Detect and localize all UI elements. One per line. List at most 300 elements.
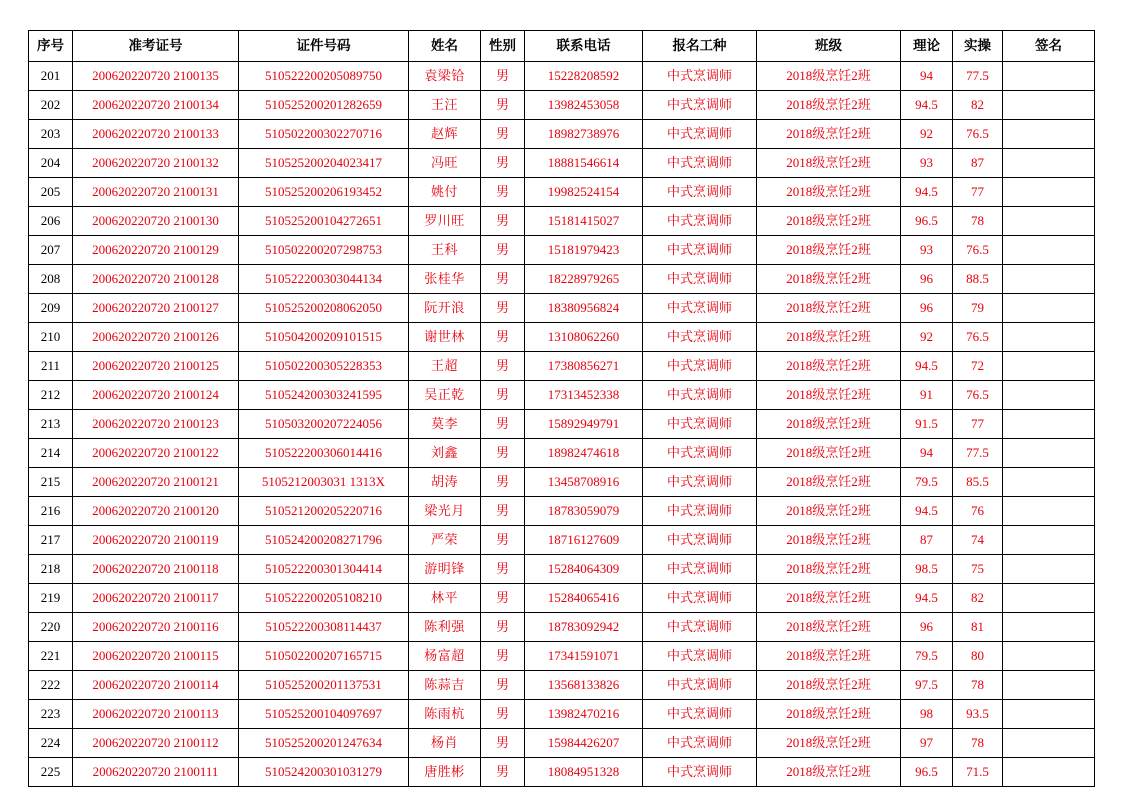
cell-id-number: 510522200301304414: [239, 555, 409, 584]
cell-job-type: 中式烹调师: [643, 62, 757, 91]
cell-gender: 男: [481, 642, 525, 671]
cell-seq: 220: [29, 613, 73, 642]
cell-phone: 13982470216: [525, 700, 643, 729]
cell-name: 莫李: [409, 410, 481, 439]
cell-phone: 17380856271: [525, 352, 643, 381]
cell-practical: 78: [953, 207, 1003, 236]
cell-seq: 210: [29, 323, 73, 352]
column-header-job-type: 报名工种: [643, 31, 757, 62]
cell-practical: 77: [953, 178, 1003, 207]
cell-exam-number: 200620220720 2100118: [73, 555, 239, 584]
cell-job-type: 中式烹调师: [643, 526, 757, 555]
cell-gender: 男: [481, 207, 525, 236]
cell-signature: [1003, 120, 1095, 149]
cell-gender: 男: [481, 613, 525, 642]
cell-exam-number: 200620220720 2100112: [73, 729, 239, 758]
cell-seq: 215: [29, 468, 73, 497]
cell-theory: 96.5: [901, 207, 953, 236]
cell-phone: 13982453058: [525, 91, 643, 120]
candidate-score-table: [28, 30, 1095, 787]
cell-class: 2018级烹饪2班: [757, 410, 901, 439]
cell-signature: [1003, 526, 1095, 555]
cell-signature: [1003, 265, 1095, 294]
cell-exam-number: 200620220720 2100114: [73, 671, 239, 700]
cell-phone: 13108062260: [525, 323, 643, 352]
cell-phone: 18228979265: [525, 265, 643, 294]
cell-theory: 96: [901, 613, 953, 642]
cell-gender: 男: [481, 468, 525, 497]
cell-name: 冯旺: [409, 149, 481, 178]
cell-exam-number: 200620220720 2100131: [73, 178, 239, 207]
cell-job-type: 中式烹调师: [643, 265, 757, 294]
cell-seq: 222: [29, 671, 73, 700]
table-row: [29, 468, 1095, 497]
cell-practical: 81: [953, 613, 1003, 642]
cell-exam-number: 200620220720 2100117: [73, 584, 239, 613]
cell-class: 2018级烹饪2班: [757, 178, 901, 207]
cell-id-number: 510525200204023417: [239, 149, 409, 178]
table-body: [29, 62, 1095, 787]
cell-theory: 79.5: [901, 642, 953, 671]
cell-practical: 71.5: [953, 758, 1003, 787]
cell-theory: 94.5: [901, 352, 953, 381]
cell-gender: 男: [481, 439, 525, 468]
cell-name: 林平: [409, 584, 481, 613]
cell-exam-number: 200620220720 2100128: [73, 265, 239, 294]
cell-name: 杨富超: [409, 642, 481, 671]
cell-signature: [1003, 178, 1095, 207]
cell-phone: 17341591071: [525, 642, 643, 671]
cell-signature: [1003, 468, 1095, 497]
cell-practical: 77.5: [953, 62, 1003, 91]
cell-seq: 219: [29, 584, 73, 613]
column-header-theory: 理论: [901, 31, 953, 62]
cell-exam-number: 200620220720 2100132: [73, 149, 239, 178]
cell-class: 2018级烹饪2班: [757, 613, 901, 642]
cell-name: 王超: [409, 352, 481, 381]
cell-practical: 77.5: [953, 439, 1003, 468]
cell-phone: 18881546614: [525, 149, 643, 178]
cell-phone: 15181415027: [525, 207, 643, 236]
cell-phone: 15284064309: [525, 555, 643, 584]
cell-signature: [1003, 613, 1095, 642]
cell-exam-number: 200620220720 2100111: [73, 758, 239, 787]
cell-practical: 75: [953, 555, 1003, 584]
table-row: [29, 236, 1095, 265]
table-header: [29, 31, 1095, 62]
cell-signature: [1003, 62, 1095, 91]
cell-phone: 18380956824: [525, 294, 643, 323]
cell-job-type: 中式烹调师: [643, 149, 757, 178]
cell-exam-number: 200620220720 2100134: [73, 91, 239, 120]
cell-signature: [1003, 91, 1095, 120]
cell-seq: 209: [29, 294, 73, 323]
cell-name: 姚付: [409, 178, 481, 207]
cell-seq: 221: [29, 642, 73, 671]
cell-practical: 78: [953, 729, 1003, 758]
cell-job-type: 中式烹调师: [643, 294, 757, 323]
cell-gender: 男: [481, 178, 525, 207]
cell-job-type: 中式烹调师: [643, 729, 757, 758]
cell-job-type: 中式烹调师: [643, 120, 757, 149]
cell-job-type: 中式烹调师: [643, 236, 757, 265]
cell-theory: 94.5: [901, 497, 953, 526]
cell-exam-number: 200620220720 2100120: [73, 497, 239, 526]
cell-name: 谢世林: [409, 323, 481, 352]
cell-gender: 男: [481, 236, 525, 265]
cell-seq: 207: [29, 236, 73, 265]
cell-practical: 85.5: [953, 468, 1003, 497]
table-row: [29, 526, 1095, 555]
cell-seq: 202: [29, 91, 73, 120]
cell-practical: 74: [953, 526, 1003, 555]
cell-practical: 78: [953, 671, 1003, 700]
cell-id-number: 510525200201282659: [239, 91, 409, 120]
cell-exam-number: 200620220720 2100115: [73, 642, 239, 671]
cell-theory: 94.5: [901, 584, 953, 613]
cell-id-number: 510524200303241595: [239, 381, 409, 410]
cell-practical: 82: [953, 91, 1003, 120]
cell-practical: 76: [953, 497, 1003, 526]
cell-id-number: 510502200305228353: [239, 352, 409, 381]
cell-job-type: 中式烹调师: [643, 207, 757, 236]
table-row: [29, 265, 1095, 294]
cell-theory: 98.5: [901, 555, 953, 584]
cell-gender: 男: [481, 149, 525, 178]
cell-job-type: 中式烹调师: [643, 178, 757, 207]
cell-class: 2018级烹饪2班: [757, 671, 901, 700]
cell-theory: 93: [901, 149, 953, 178]
cell-name: 罗川旺: [409, 207, 481, 236]
cell-phone: 18084951328: [525, 758, 643, 787]
cell-name: 刘鑫: [409, 439, 481, 468]
cell-signature: [1003, 207, 1095, 236]
column-header-gender: 性别: [481, 31, 525, 62]
cell-class: 2018级烹饪2班: [757, 468, 901, 497]
cell-id-number: 510525200206193452: [239, 178, 409, 207]
cell-theory: 91.5: [901, 410, 953, 439]
table-row: [29, 758, 1095, 787]
cell-job-type: 中式烹调师: [643, 758, 757, 787]
cell-practical: 76.5: [953, 120, 1003, 149]
cell-phone: 18783092942: [525, 613, 643, 642]
table-row: [29, 149, 1095, 178]
cell-name: 赵辉: [409, 120, 481, 149]
table-row: [29, 381, 1095, 410]
cell-id-number: 510525200104097697: [239, 700, 409, 729]
cell-job-type: 中式烹调师: [643, 323, 757, 352]
cell-id-number: 510522200205089750: [239, 62, 409, 91]
cell-signature: [1003, 149, 1095, 178]
cell-signature: [1003, 381, 1095, 410]
table-row: [29, 729, 1095, 758]
cell-job-type: 中式烹调师: [643, 91, 757, 120]
cell-phone: 15892949791: [525, 410, 643, 439]
cell-phone: 15284065416: [525, 584, 643, 613]
table-row: [29, 323, 1095, 352]
column-header-phone: 联系电话: [525, 31, 643, 62]
cell-id-number: 510525200208062050: [239, 294, 409, 323]
cell-seq: 218: [29, 555, 73, 584]
table-row: [29, 555, 1095, 584]
cell-theory: 94.5: [901, 91, 953, 120]
cell-id-number: 510524200208271796: [239, 526, 409, 555]
cell-name: 唐胜彬: [409, 758, 481, 787]
cell-phone: 19982524154: [525, 178, 643, 207]
cell-seq: 216: [29, 497, 73, 526]
cell-practical: 76.5: [953, 381, 1003, 410]
cell-practical: 77: [953, 410, 1003, 439]
cell-theory: 96: [901, 265, 953, 294]
table-row: [29, 207, 1095, 236]
cell-theory: 97.5: [901, 671, 953, 700]
cell-job-type: 中式烹调师: [643, 468, 757, 497]
cell-id-number: 510522200303044134: [239, 265, 409, 294]
cell-name: 阮开浪: [409, 294, 481, 323]
cell-id-number: 510522200308114437: [239, 613, 409, 642]
cell-class: 2018级烹饪2班: [757, 497, 901, 526]
cell-class: 2018级烹饪2班: [757, 555, 901, 584]
cell-id-number: 510502200207298753: [239, 236, 409, 265]
cell-name: 梁光月: [409, 497, 481, 526]
table-row: [29, 700, 1095, 729]
table-row: [29, 613, 1095, 642]
cell-exam-number: 200620220720 2100119: [73, 526, 239, 555]
cell-theory: 87: [901, 526, 953, 555]
cell-name: 袁梁铪: [409, 62, 481, 91]
cell-class: 2018级烹饪2班: [757, 584, 901, 613]
cell-class: 2018级烹饪2班: [757, 236, 901, 265]
cell-job-type: 中式烹调师: [643, 642, 757, 671]
cell-seq: 224: [29, 729, 73, 758]
cell-signature: [1003, 729, 1095, 758]
cell-id-number: 510521200205220716: [239, 497, 409, 526]
cell-phone: 15228208592: [525, 62, 643, 91]
cell-exam-number: 200620220720 2100126: [73, 323, 239, 352]
cell-name: 严荣: [409, 526, 481, 555]
cell-seq: 223: [29, 700, 73, 729]
column-header-seq: 序号: [29, 31, 73, 62]
cell-class: 2018级烹饪2班: [757, 729, 901, 758]
cell-exam-number: 200620220720 2100127: [73, 294, 239, 323]
table-row: [29, 584, 1095, 613]
cell-seq: 213: [29, 410, 73, 439]
cell-job-type: 中式烹调师: [643, 352, 757, 381]
cell-practical: 88.5: [953, 265, 1003, 294]
cell-gender: 男: [481, 758, 525, 787]
cell-exam-number: 200620220720 2100123: [73, 410, 239, 439]
cell-theory: 97: [901, 729, 953, 758]
cell-gender: 男: [481, 323, 525, 352]
cell-name: 杨肖: [409, 729, 481, 758]
cell-practical: 87: [953, 149, 1003, 178]
column-header-signature: 签名: [1003, 31, 1095, 62]
cell-seq: 225: [29, 758, 73, 787]
cell-class: 2018级烹饪2班: [757, 294, 901, 323]
cell-id-number: 510524200301031279: [239, 758, 409, 787]
cell-name: 王汪: [409, 91, 481, 120]
cell-id-number: 510525200201247634: [239, 729, 409, 758]
cell-class: 2018级烹饪2班: [757, 700, 901, 729]
cell-gender: 男: [481, 700, 525, 729]
cell-signature: [1003, 497, 1095, 526]
cell-theory: 92: [901, 120, 953, 149]
column-header-exam-number: 准考证号: [73, 31, 239, 62]
cell-practical: 76.5: [953, 323, 1003, 352]
cell-name: 吴正乾: [409, 381, 481, 410]
cell-job-type: 中式烹调师: [643, 613, 757, 642]
cell-class: 2018级烹饪2班: [757, 381, 901, 410]
cell-job-type: 中式烹调师: [643, 410, 757, 439]
cell-gender: 男: [481, 91, 525, 120]
cell-exam-number: 200620220720 2100129: [73, 236, 239, 265]
cell-id-number: 510502200302270716: [239, 120, 409, 149]
cell-gender: 男: [481, 294, 525, 323]
table-row: [29, 178, 1095, 207]
cell-phone: 18783059079: [525, 497, 643, 526]
table-row: [29, 642, 1095, 671]
cell-practical: 76.5: [953, 236, 1003, 265]
cell-gender: 男: [481, 352, 525, 381]
cell-class: 2018级烹饪2班: [757, 526, 901, 555]
cell-theory: 91: [901, 381, 953, 410]
cell-theory: 94.5: [901, 178, 953, 207]
cell-class: 2018级烹饪2班: [757, 439, 901, 468]
cell-signature: [1003, 323, 1095, 352]
table-header-row: [29, 31, 1095, 62]
cell-job-type: 中式烹调师: [643, 381, 757, 410]
cell-practical: 93.5: [953, 700, 1003, 729]
cell-seq: 208: [29, 265, 73, 294]
cell-exam-number: 200620220720 2100133: [73, 120, 239, 149]
cell-phone: 13568133826: [525, 671, 643, 700]
cell-theory: 94: [901, 439, 953, 468]
cell-practical: 72: [953, 352, 1003, 381]
cell-gender: 男: [481, 265, 525, 294]
cell-gender: 男: [481, 671, 525, 700]
cell-exam-number: 200620220720 2100125: [73, 352, 239, 381]
table-row: [29, 410, 1095, 439]
cell-job-type: 中式烹调师: [643, 584, 757, 613]
cell-gender: 男: [481, 410, 525, 439]
cell-class: 2018级烹饪2班: [757, 265, 901, 294]
cell-signature: [1003, 352, 1095, 381]
cell-name: 游明锋: [409, 555, 481, 584]
cell-seq: 217: [29, 526, 73, 555]
cell-id-number: 510525200201137531: [239, 671, 409, 700]
cell-class: 2018级烹饪2班: [757, 642, 901, 671]
cell-theory: 94: [901, 62, 953, 91]
cell-theory: 98: [901, 700, 953, 729]
cell-gender: 男: [481, 555, 525, 584]
cell-name: 陈雨杭: [409, 700, 481, 729]
cell-name: 陈利强: [409, 613, 481, 642]
cell-id-number: 510502200207165715: [239, 642, 409, 671]
cell-phone: 13458708916: [525, 468, 643, 497]
cell-job-type: 中式烹调师: [643, 555, 757, 584]
cell-class: 2018级烹饪2班: [757, 62, 901, 91]
cell-theory: 96.5: [901, 758, 953, 787]
cell-seq: 205: [29, 178, 73, 207]
cell-gender: 男: [481, 497, 525, 526]
cell-name: 王科: [409, 236, 481, 265]
cell-seq: 204: [29, 149, 73, 178]
table-row: [29, 497, 1095, 526]
cell-seq: 214: [29, 439, 73, 468]
column-header-class: 班级: [757, 31, 901, 62]
table-row: [29, 91, 1095, 120]
cell-job-type: 中式烹调师: [643, 497, 757, 526]
cell-phone: 18716127609: [525, 526, 643, 555]
cell-job-type: 中式烹调师: [643, 700, 757, 729]
cell-exam-number: 200620220720 2100135: [73, 62, 239, 91]
cell-class: 2018级烹饪2班: [757, 120, 901, 149]
cell-job-type: 中式烹调师: [643, 671, 757, 700]
cell-practical: 82: [953, 584, 1003, 613]
cell-practical: 79: [953, 294, 1003, 323]
cell-theory: 92: [901, 323, 953, 352]
cell-seq: 211: [29, 352, 73, 381]
cell-signature: [1003, 555, 1095, 584]
cell-theory: 93: [901, 236, 953, 265]
cell-class: 2018级烹饪2班: [757, 91, 901, 120]
cell-theory: 79.5: [901, 468, 953, 497]
column-header-practical: 实操: [953, 31, 1003, 62]
table-row: [29, 439, 1095, 468]
cell-exam-number: 200620220720 2100124: [73, 381, 239, 410]
cell-seq: 206: [29, 207, 73, 236]
cell-signature: [1003, 671, 1095, 700]
cell-seq: 203: [29, 120, 73, 149]
cell-job-type: 中式烹调师: [643, 439, 757, 468]
cell-gender: 男: [481, 729, 525, 758]
cell-id-number: 510503200207224056: [239, 410, 409, 439]
cell-exam-number: 200620220720 2100130: [73, 207, 239, 236]
table-row: [29, 62, 1095, 91]
column-header-name: 姓名: [409, 31, 481, 62]
cell-phone: 15984426207: [525, 729, 643, 758]
cell-gender: 男: [481, 526, 525, 555]
cell-gender: 男: [481, 381, 525, 410]
cell-phone: 18982474618: [525, 439, 643, 468]
cell-class: 2018级烹饪2班: [757, 149, 901, 178]
cell-name: 胡涛: [409, 468, 481, 497]
cell-class: 2018级烹饪2班: [757, 758, 901, 787]
cell-id-number: 510522200205108210: [239, 584, 409, 613]
cell-seq: 201: [29, 62, 73, 91]
cell-name: 陈蒜吉: [409, 671, 481, 700]
table-row: [29, 294, 1095, 323]
cell-class: 2018级烹饪2班: [757, 352, 901, 381]
cell-signature: [1003, 584, 1095, 613]
cell-phone: 17313452338: [525, 381, 643, 410]
cell-seq: 212: [29, 381, 73, 410]
cell-name: 张桂华: [409, 265, 481, 294]
cell-gender: 男: [481, 120, 525, 149]
cell-signature: [1003, 642, 1095, 671]
cell-gender: 男: [481, 584, 525, 613]
cell-signature: [1003, 236, 1095, 265]
table-row: [29, 671, 1095, 700]
cell-signature: [1003, 700, 1095, 729]
cell-exam-number: 200620220720 2100113: [73, 700, 239, 729]
cell-id-number: 510522200306014416: [239, 439, 409, 468]
cell-phone: 15181979423: [525, 236, 643, 265]
cell-signature: [1003, 439, 1095, 468]
table-row: [29, 352, 1095, 381]
cell-exam-number: 200620220720 2100122: [73, 439, 239, 468]
cell-theory: 96: [901, 294, 953, 323]
